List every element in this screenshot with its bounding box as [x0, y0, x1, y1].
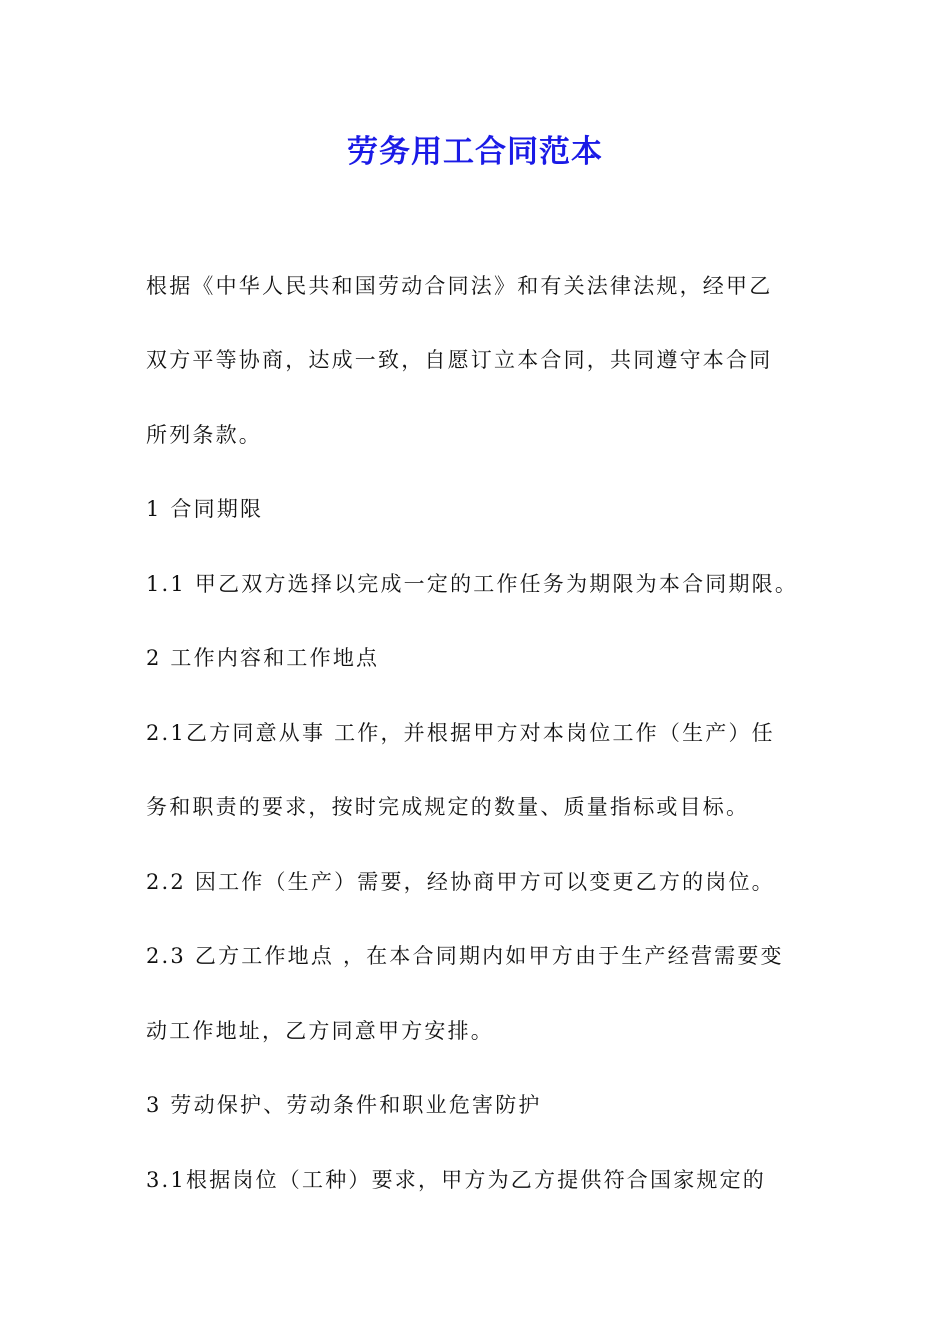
clause-line: 2.1乙方同意从事 工作，并根据甲方对本岗位工作（生产）任	[146, 721, 775, 745]
clause-line: 务和职责的要求，按时完成规定的数量、质量指标或目标。	[146, 795, 750, 819]
clause-line: 2.3 乙方工作地点 ，在本合同期内如甲方由于生产经营需要变	[146, 944, 784, 968]
paragraph-line: 根据《中华人民共和国劳动合同法》和有关法律法规，经甲乙	[146, 274, 773, 298]
paragraph-line: 双方平等协商，达成一致，自愿订立本合同，共同遵守本合同	[146, 348, 773, 372]
paragraph-line: 所列条款。	[146, 423, 262, 447]
clause-line: 2.2 因工作（生产）需要，经协商甲方可以变更乙方的岗位。	[146, 870, 775, 894]
section-heading: 3 劳动保护、劳动条件和职业危害防护	[146, 1093, 542, 1117]
clause-line: 动工作地址，乙方同意甲方安排。	[146, 1019, 494, 1043]
document-title: 劳务用工合同范本	[347, 134, 603, 170]
clause-line: 1.1 甲乙双方选择以完成一定的工作任务为期限为本合同期限。	[146, 572, 799, 596]
section-heading: 2 工作内容和工作地点	[146, 646, 380, 670]
section-heading: 1 合同期限	[146, 497, 264, 521]
clause-line: 3.1根据岗位（工种）要求，甲方为乙方提供符合国家规定的	[146, 1168, 766, 1192]
